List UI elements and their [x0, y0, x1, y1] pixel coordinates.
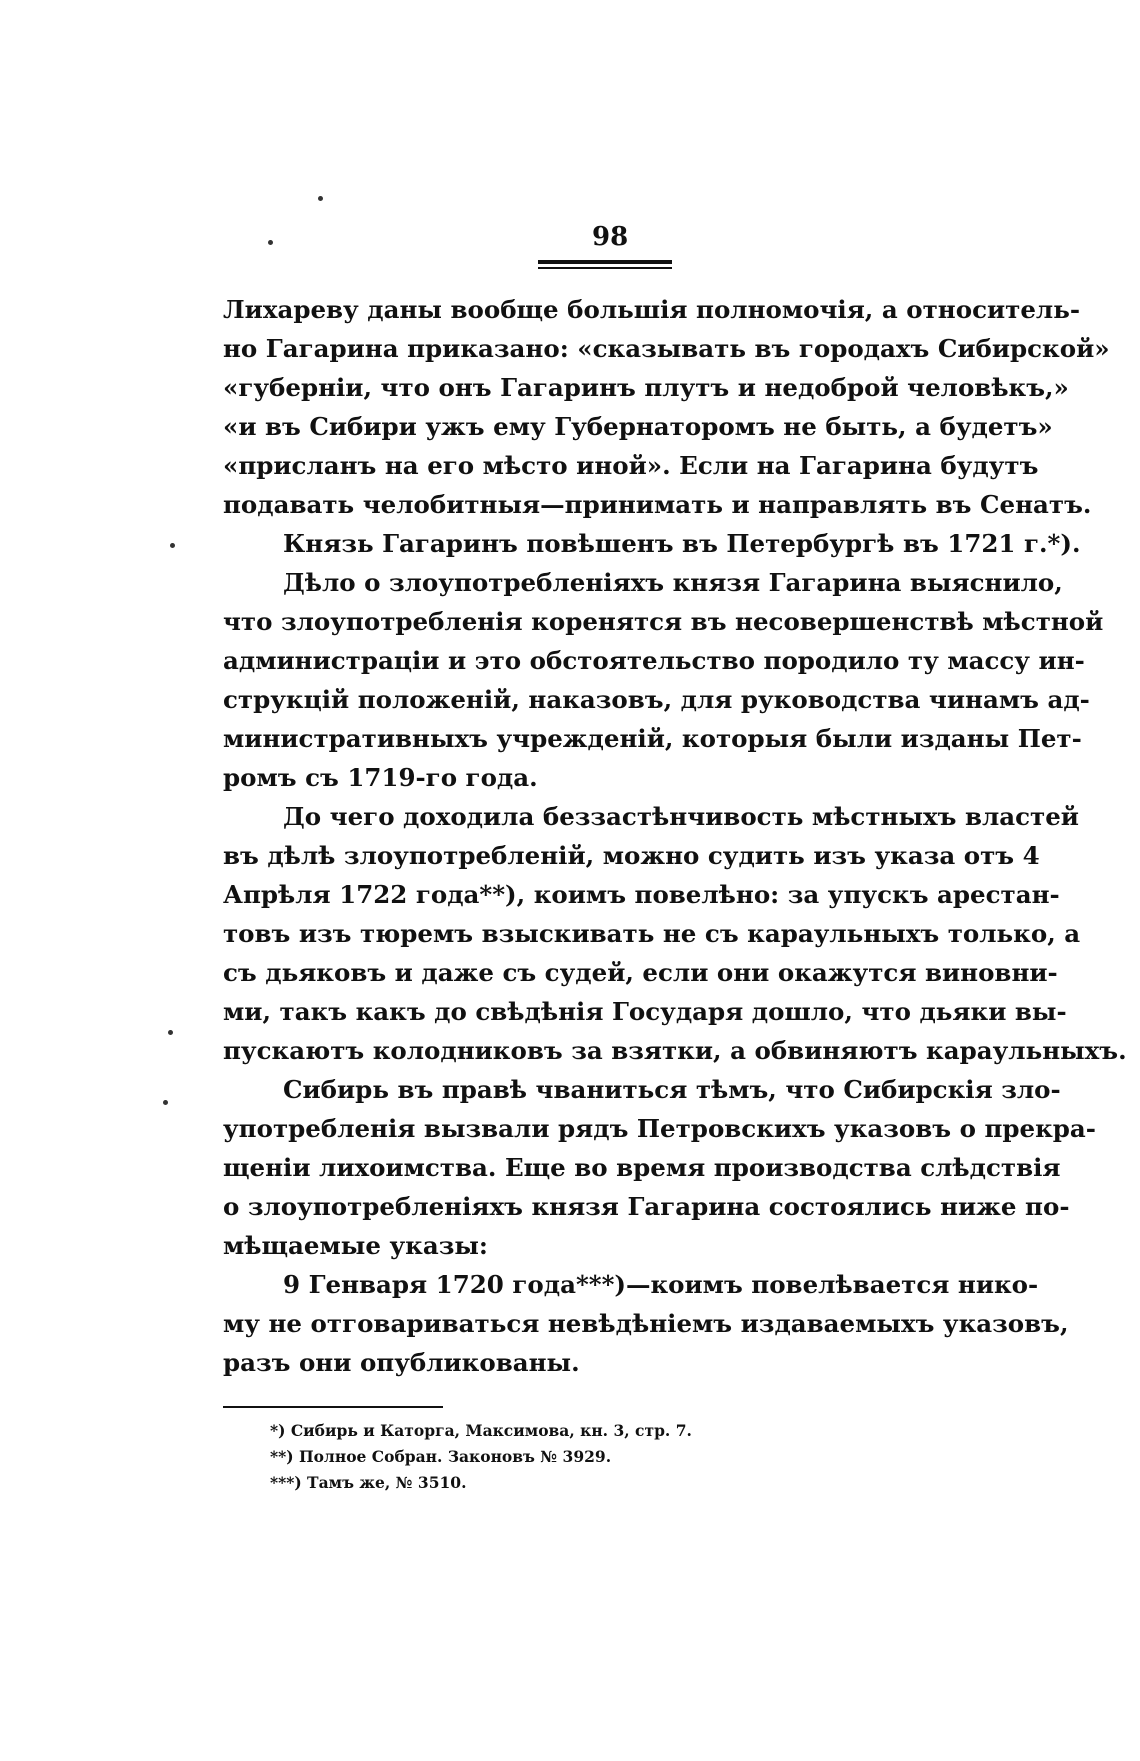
paragraph-3 [223, 563, 1104, 797]
text-line: Князь Гагаринъ повѣшенъ въ Петербургѣ въ 1721 г.*). [283, 529, 1081, 558]
text-line: «и въ Сибири ужъ ему Губернаторомъ не быть, а будетъ» [223, 412, 1053, 441]
text-line: употребленія вызвали рядъ Петровскихъ указовъ о прекра- [223, 1114, 1096, 1143]
scan-speck [318, 196, 323, 201]
footnote-3: ***) Тамъ же, № 3510. [270, 1473, 467, 1492]
text-line: щеніи лихоимства. Еще во время производства слѣдствія [223, 1153, 1061, 1182]
text-line: «губерніи, что онъ Гагаринъ плутъ и недоброй человѣкъ,» [223, 373, 1069, 402]
text-line: Апрѣля 1722 года**), коимъ повелѣно: за упускъ арестан- [223, 880, 1060, 909]
text-line: администраціи и это обстоятельство породило ту массу ин- [223, 646, 1085, 675]
scan-speck [168, 1030, 173, 1035]
text-line: До чего доходила беззастѣнчивость мѣстныхъ властей [283, 802, 1079, 831]
text-line: 9 Генваря 1720 года***)—коимъ повелѣвается нико- [283, 1270, 1039, 1299]
text-line: въ дѣлѣ злоупотребленій, можно судить изъ указа отъ 4 [223, 841, 1040, 870]
text-line: пускаютъ колодниковъ за взятки, а обвиняютъ караульныхъ. [223, 1036, 1127, 1065]
text-line: министративныхъ учрежденій, которыя были изданы Пет- [223, 724, 1082, 753]
text-line: о злоупотребленіяхъ князя Гагарина состоялись ниже по- [223, 1192, 1070, 1221]
header-rule-thin [538, 267, 672, 269]
paragraph-5 [223, 1070, 1096, 1265]
body-text [223, 290, 1127, 1382]
text-line: «присланъ на его мѣсто иной». Если на Гагарина будутъ [223, 451, 1039, 480]
text-line: мѣщаемые указы: [223, 1231, 488, 1260]
text-line: Сибирь въ правѣ чваниться тѣмъ, что Сибирскія зло- [283, 1075, 1061, 1104]
footnote-divider [223, 1406, 443, 1408]
text-line: подавать челобитныя—принимать и направлять въ Сенатъ. [223, 490, 1092, 519]
text-line: ми, такъ какъ до свѣдѣнія Государя дошло, что дьяки вы- [223, 997, 1067, 1026]
footnote-1: *) Сибирь и Каторга, Максимова, кн. 3, стр. 7. [270, 1421, 692, 1440]
text-line: Лихареву даны вообще большія полномочія, а относитель- [223, 295, 1080, 324]
footnote-2: **) Полное Собран. Законовъ № 3929. [270, 1447, 612, 1466]
text-line: что злоупотребленія коренятся въ несовершенствѣ мѣстной [223, 607, 1104, 636]
paragraph-2 [223, 524, 1081, 563]
footnotes [270, 1418, 870, 1496]
paragraph-1 [223, 290, 1110, 524]
text-line: ромъ съ 1719-го года. [223, 763, 538, 792]
text-line: товъ изъ тюремъ взыскивать не съ караульныхъ только, а [223, 919, 1081, 948]
scan-speck [268, 240, 273, 245]
text-line: но Гагарина приказано: «сказывать въ городахъ Сибирской» [223, 334, 1110, 363]
scan-speck [163, 1100, 168, 1105]
paragraph-4 [223, 797, 1127, 1070]
text-line: разъ они опубликованы. [223, 1348, 580, 1377]
paragraph-6 [223, 1265, 1069, 1382]
page-number: 98 [592, 222, 629, 252]
scan-speck [170, 543, 175, 548]
text-line: струкцій положеній, наказовъ, для руководства чинамъ ад- [223, 685, 1090, 714]
text-line: му не отговариваться невѣдѣніемъ издаваемыхъ указовъ, [223, 1309, 1069, 1338]
header-rule [538, 260, 672, 264]
text-line: Дѣло о злоупотребленіяхъ князя Гагарина выяснило, [283, 568, 1063, 597]
text-line: съ дьяковъ и даже съ судей, если они окажутся виновни- [223, 958, 1058, 987]
